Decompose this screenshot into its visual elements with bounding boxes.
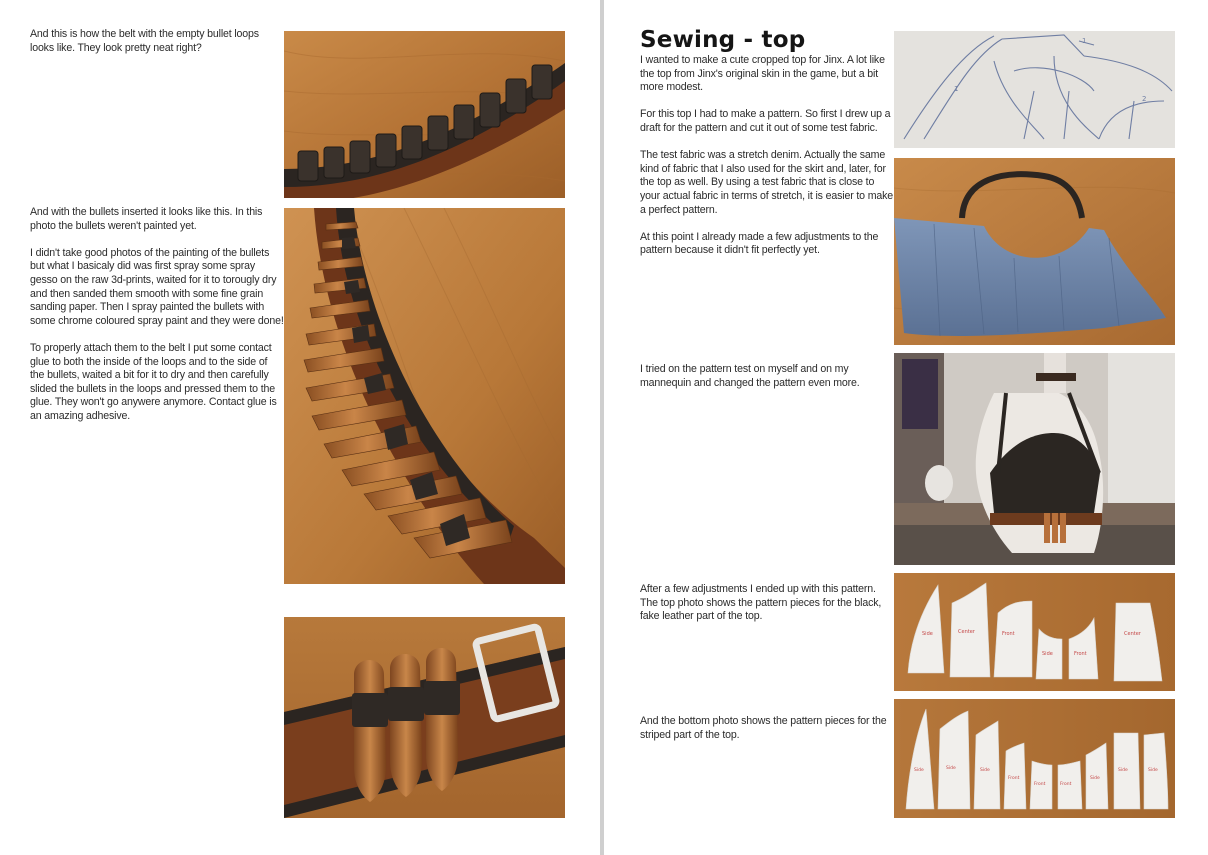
svg-text:Center: Center [958, 629, 975, 635]
svg-text:Front: Front [1002, 631, 1015, 637]
svg-text:Side: Side [1042, 651, 1053, 657]
text-block-bottom-photo [640, 715, 894, 742]
paragraph-pattern: For this top I had to make a pattern. So first I drew up a draft for the pattern and cut it out of some test fabric. [640, 108, 891, 134]
text-block-intro [640, 54, 894, 258]
photo-three-bullets-buckle [284, 617, 565, 818]
svg-text:Center: Center [1124, 631, 1141, 637]
section-heading: Sewing - top [640, 27, 806, 53]
text-block-bullets [30, 206, 284, 424]
text-block-final-pattern [640, 583, 894, 624]
right-page [604, 0, 1208, 855]
paragraph-attach: To properly attach them to the belt I put some contact glue to both the inside of the loops and to the side of the bullets, waited a bit for it to dry and then carefully slided the bullets in the loops and pressed them to the glue. They won't go anywere anymore. Contact glue is an amazing adhesive. [30, 341, 277, 422]
paragraph-test-fabric: The test fabric was a stretch denim. Actually the same kind of fabric that I also used for the skirt and, later, for the top as well. By using a test fabric that is close to your actual fabric in terms of stretch, it is easier to make a perfect pattern. [640, 149, 893, 216]
svg-text:1: 1 [954, 85, 959, 93]
svg-text:1: 1 [1082, 37, 1087, 45]
paragraph-belt-empty: And this is how the belt with the empty bullet loops looks like. They look pretty neat right? [30, 28, 259, 54]
paragraph-tried-on: I tried on the pattern test on myself and on my mannequin and changed the pattern even more. [640, 363, 860, 389]
paragraph-bullets-inserted: And with the bullets inserted it looks like this. In this photo the bullets weren't painted yet. [30, 206, 263, 232]
photo-pattern-pieces-striped [894, 699, 1175, 818]
photo-pattern-draft [894, 31, 1175, 148]
photo-mannequin-fitting [894, 353, 1175, 565]
photo-pattern-pieces-black [894, 573, 1175, 691]
svg-text:Side: Side [1118, 768, 1128, 773]
svg-text:Front: Front [1060, 782, 1072, 787]
svg-text:Side: Side [946, 766, 956, 771]
left-page [0, 0, 600, 855]
photo-bullets-inserted [284, 208, 565, 584]
svg-text:2: 2 [1142, 95, 1147, 103]
svg-text:Front: Front [1008, 776, 1020, 781]
photo-denim-test-top [894, 158, 1175, 345]
svg-text:Front: Front [1074, 651, 1087, 657]
paragraph-intro: I wanted to make a cute cropped top for Jinx. A lot like the top from Jinx's original skin in the game, but a bit more modest. [640, 54, 885, 94]
svg-text:Side: Side [914, 768, 924, 773]
svg-text:Side: Side [980, 768, 990, 773]
text-block-belt-empty [30, 28, 278, 55]
paragraph-final-pattern: After a few adjustments I ended up with this pattern. The top photo shows the pattern pieces for the black, fake leather part of the top. [640, 583, 882, 623]
photo-belt-empty-loops [284, 31, 565, 198]
svg-text:Side: Side [922, 631, 933, 637]
paragraph-adjustments: At this point I already made a few adjustments to the pattern because it didn't fit perfectly yet. [640, 230, 879, 257]
svg-text:Side: Side [1090, 776, 1100, 781]
paragraph-painting: I didn't take good photos of the painting of the bullets but what I basicaly did was first spray some spray gesso on the raw 3d-prints, waited for it to torougly dry and then sanded them smooth with some fine grain sanding paper. Then I spray painted the bullets with some chrome coloured spray paint and they were done! [30, 246, 284, 327]
paragraph-bottom-photo: And the bottom photo shows the pattern pieces for the striped part of the top. [640, 715, 887, 741]
svg-text:Side: Side [1148, 768, 1158, 773]
text-block-tried-on [640, 363, 894, 390]
svg-text:Front: Front [1034, 782, 1046, 787]
